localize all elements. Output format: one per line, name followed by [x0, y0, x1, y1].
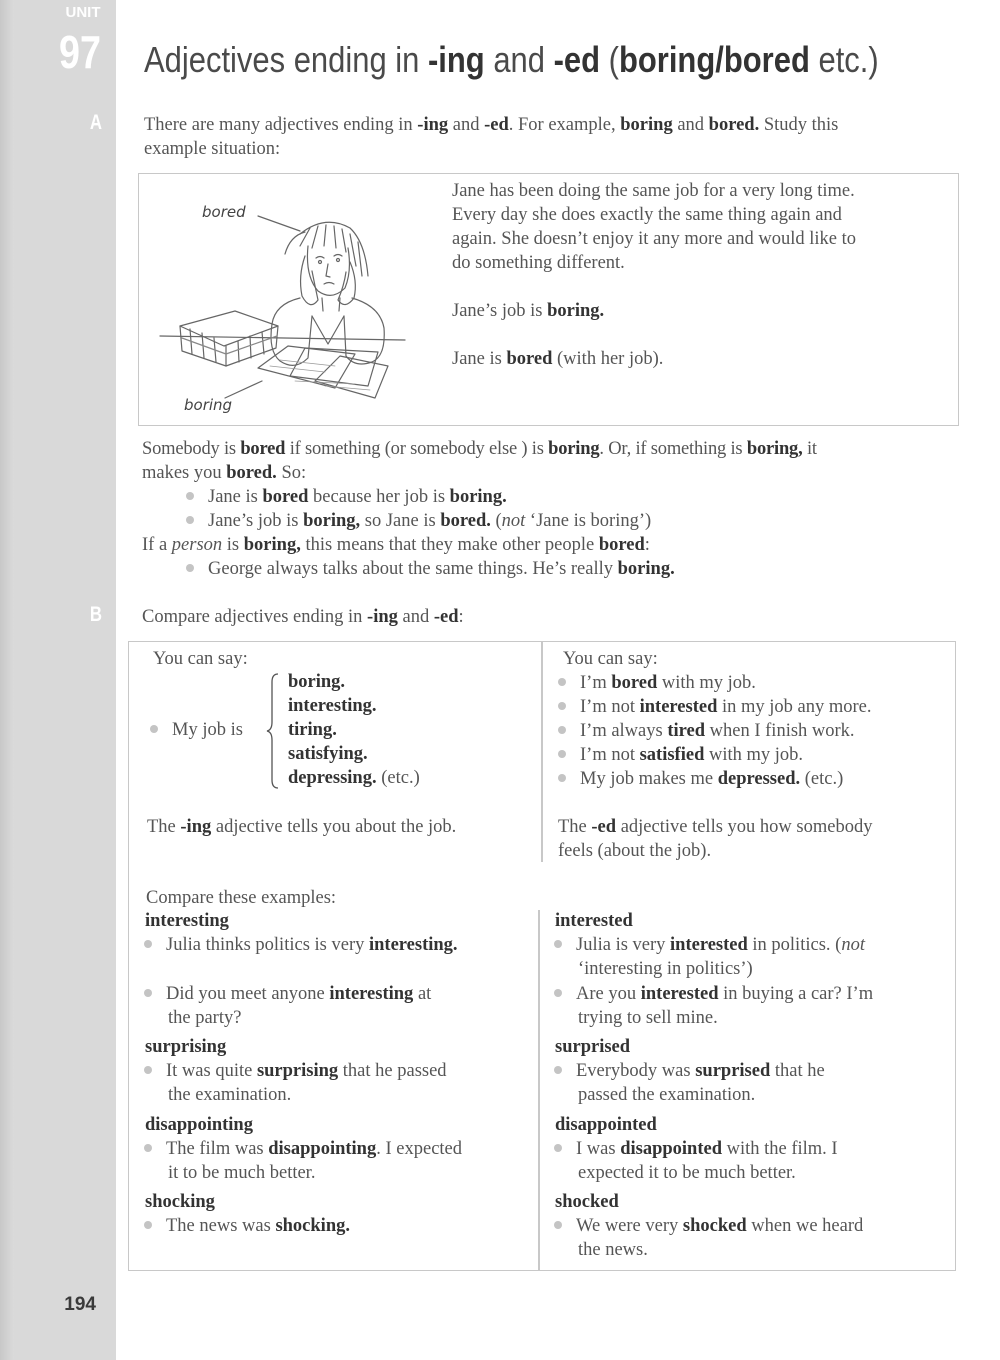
1-t1-text: I’m not — [580, 697, 640, 717]
example-surprising-cont: the examination. — [168, 1085, 292, 1105]
left-brace-icon — [266, 672, 280, 790]
note-b1-text: -ing — [180, 817, 212, 837]
title-ing: -ing — [427, 39, 485, 80]
line1-t1-text: It was quite — [166, 1061, 257, 1081]
note-t1-text: The — [147, 817, 181, 837]
jane-bored-t2-text: (with her job). — [552, 349, 664, 369]
line1-b1-text: surprising — [256, 1061, 339, 1081]
unit-number: 97 — [59, 26, 101, 78]
adjective-satisfying: satisfying. — [288, 744, 368, 764]
story-line-3: again. She doesn’t enjoy it any more and would like to — [452, 229, 857, 249]
bullet1-b2-text: boring. — [449, 487, 507, 507]
bored-pointer-line — [258, 216, 300, 231]
right-you-can-say: You can say: — [563, 649, 658, 669]
bullet-icon — [144, 1066, 152, 1074]
bullet-icon — [554, 989, 562, 997]
3-t1-text: I’m not — [580, 745, 640, 765]
heading-shocking: shocking — [145, 1192, 215, 1212]
line1-t2-text: when we heard — [746, 1216, 864, 1236]
bullet1-t2-text: because her job is — [308, 487, 450, 507]
bullet2-t3-text: ( — [490, 511, 502, 531]
ex1-line1-t1-text: Julia is very — [576, 935, 671, 955]
4-b1-text: depressed. — [717, 769, 801, 789]
bullet-icon — [186, 516, 194, 524]
example-interesting-2 — [144, 982, 431, 1006]
ex2-line1-b1-text: interesting — [329, 984, 414, 1004]
line1-b1-text: disappointing — [268, 1139, 377, 1159]
explain-line1-b2-text: boring — [548, 439, 600, 459]
bored-woman-illustration — [140, 176, 440, 421]
ed-adjective-note-line2: feels (about the job). — [558, 841, 712, 861]
intro-line1-t5-text: Study this — [759, 115, 839, 135]
ex1-line1-b1-text: interested — [670, 935, 748, 955]
bullet2-i1-text: not — [501, 511, 526, 531]
explain-line1-t3-text: . Or, if something is — [599, 439, 747, 459]
intro-line1-b1-text: -ing — [417, 115, 449, 135]
section-b-intro — [142, 605, 464, 629]
heading-interested: interested — [555, 911, 633, 931]
ex1-b1-text: interesting. — [368, 935, 458, 955]
bullet1-t1-text: Jane is — [208, 487, 263, 507]
intro-line1-t4-text: and — [672, 115, 709, 135]
line1-t2-text: that he passed — [338, 1061, 447, 1081]
explain-line2-t1-text: makes you — [142, 463, 227, 483]
example-interested-1-cont: ‘interesting in politics’) — [578, 959, 753, 979]
sidebar-edge — [0, 0, 14, 1360]
intro-line1-b2-text: -ed — [484, 115, 509, 135]
person-line-i1-text: person — [171, 535, 223, 555]
job-is-boring — [452, 299, 604, 323]
bullet-item-1 — [186, 485, 507, 509]
ex1-line1-t2-text: in politics. ( — [747, 935, 842, 955]
job-boring-t-text: Jane’s job is — [452, 301, 548, 321]
ex1-line1-i1-text: not — [841, 935, 865, 955]
bullet2-b2-text: bored. — [440, 511, 491, 531]
left-my-job-is-text: My job is — [172, 720, 243, 740]
column-divider-top — [541, 642, 543, 862]
ed-example-4 — [558, 743, 803, 767]
ex2-line1-t1-text: Are you — [576, 984, 641, 1004]
person-line-t2-text: is — [222, 535, 244, 555]
person-line-t4-text: : — [644, 535, 650, 555]
bullet-icon — [144, 1221, 152, 1229]
title-ed: -ed — [553, 39, 601, 80]
jane-bored-t1-text: Jane is — [452, 349, 507, 369]
bullet-icon — [144, 989, 152, 997]
job-boring-b-text: boring. — [547, 301, 605, 321]
2-b1-text: tired — [667, 721, 706, 741]
0-t2-text: with my job. — [657, 673, 756, 693]
4-t1-text: My job makes me — [580, 769, 718, 789]
bullet2-t4-text: ‘Jane is boring’) — [525, 511, 652, 531]
0-b1-text: bored — [611, 673, 658, 693]
bullet1-b1-text: bored — [262, 487, 309, 507]
bullet-icon — [558, 726, 566, 734]
bullet-icon — [558, 750, 566, 758]
example-surprised-cont: passed the examination. — [578, 1085, 756, 1105]
ed-example-2 — [558, 695, 872, 719]
illustration-label-bored: bored — [202, 203, 246, 221]
line1-t1-text: Everybody was — [576, 1061, 696, 1081]
heading-interesting: interesting — [145, 911, 229, 931]
3-b1-text: satisfied — [639, 745, 705, 765]
example-interesting-2-cont: the party? — [168, 1008, 242, 1028]
intro-b1-text: -ing — [367, 607, 398, 627]
bullet-icon — [186, 492, 194, 500]
explain-line1-t2-text: if something (or somebody else ) is — [285, 439, 549, 459]
intro-t2-text: and — [397, 607, 434, 627]
compare-heading: Compare these examples: — [146, 888, 337, 908]
explain-line-2 — [142, 461, 306, 485]
column-divider-bottom — [538, 910, 540, 1270]
example-shocked — [554, 1214, 863, 1238]
example-disappointing-cont: it to be much better. — [168, 1163, 316, 1183]
adjectives-4-text: depressing. — [288, 768, 377, 788]
adjective-boring: boring. — [288, 672, 346, 692]
intro-line1-t2-text: and — [448, 115, 485, 135]
ex1-t1-text: Julia thinks politics is very — [166, 935, 369, 955]
explain-line1-t1-text: Somebody is — [142, 439, 241, 459]
ex2-line1-t1-text: Did you meet anyone — [166, 984, 330, 1004]
explain-line-1 — [142, 437, 817, 461]
jane-bored-b-text: bored — [506, 349, 553, 369]
note-line1-t2-text: adjective tells you how somebody — [616, 817, 873, 837]
line1-b1-text: disappointed — [620, 1139, 722, 1159]
example-disappointed-cont: expected it to be much better. — [578, 1163, 796, 1183]
person-line-t1-text: If a — [142, 535, 172, 555]
example-disappointed — [554, 1137, 838, 1161]
title-boring-bored: boring/bored — [618, 39, 810, 80]
ex2-line1-b1-text: interested — [640, 984, 719, 1004]
person-line-t3-text: this means that they make other people — [300, 535, 599, 555]
ed-example-5 — [558, 767, 843, 791]
bullet2-t1-text: Jane’s job is — [208, 511, 304, 531]
title-text: Adjectives ending in — [144, 39, 428, 80]
heading-surprising: surprising — [145, 1037, 227, 1057]
0-t1-text: I’m — [580, 673, 612, 693]
story-line-4: do something different. — [452, 253, 625, 273]
title-and: and — [484, 39, 554, 80]
bullet-icon — [150, 725, 158, 733]
example-interested-1 — [554, 933, 865, 957]
person-line-b2-text: bored — [598, 535, 645, 555]
ed-adjective-note-line1 — [558, 815, 872, 839]
heading-disappointed: disappointed — [555, 1115, 657, 1135]
line1-t2-text: that he — [770, 1061, 825, 1081]
etc-text: (etc.) — [376, 768, 420, 788]
note-line1-b1-text: -ed — [591, 817, 617, 837]
intro-t1-text: Compare adjectives ending in — [142, 607, 368, 627]
bullet-icon — [554, 1221, 562, 1229]
bullet3-t1-text: George always talks about the same things. He’s really — [208, 559, 618, 579]
example-surprising — [144, 1059, 447, 1083]
explain-line2-b1-text: bored. — [226, 463, 277, 483]
line1-b1-text: shocked — [682, 1216, 747, 1236]
section-a-intro-line1 — [144, 113, 838, 137]
1-t2-text: in my job any more. — [717, 697, 872, 717]
illustration-label-boring: boring — [184, 396, 233, 414]
bullet-item-2 — [186, 509, 651, 533]
bullet2-b1-text: boring, — [303, 511, 361, 531]
bullet-icon — [144, 940, 152, 948]
line1-b1-text: surprised — [695, 1061, 771, 1081]
my-job-is — [150, 718, 243, 742]
intro-line1-t3-text: . For example, — [508, 115, 621, 135]
line1-t2-text: . I expected — [376, 1139, 463, 1159]
ed-example-3 — [558, 719, 855, 743]
intro-line1-b4-text: bored. — [708, 115, 760, 135]
story-line-1: Jane has been doing the same job for a very long time. — [452, 181, 855, 201]
ed-example-1 — [558, 671, 756, 695]
page-number: 194 — [64, 1294, 96, 1315]
page-title — [144, 36, 879, 84]
explain-line1-b1-text: bored — [240, 439, 286, 459]
explain-line1-b3-text: boring, — [746, 439, 803, 459]
adjective-interesting: interesting. — [288, 696, 377, 716]
bullet-icon — [558, 702, 566, 710]
intro-b2-text: -ed — [433, 607, 459, 627]
heading-disappointing: disappointing — [145, 1115, 253, 1135]
example-shocking — [144, 1214, 350, 1238]
title-etc: etc.) — [809, 39, 879, 80]
bullet3-b1-text: boring. — [617, 559, 675, 579]
section-letter-a: A — [89, 111, 103, 134]
ex2-line1-t2-text: in buying a car? I’m — [718, 984, 874, 1004]
bullet-icon — [144, 1144, 152, 1152]
adjective-depressing — [288, 766, 420, 790]
bullet-icon — [558, 678, 566, 686]
person-line — [142, 533, 650, 557]
bullet-icon — [558, 774, 566, 782]
bullet2-t2-text: so Jane is — [360, 511, 441, 531]
example-interesting-1 — [144, 933, 458, 957]
note-line1-t1-text: The — [558, 817, 592, 837]
unit-label: UNIT — [65, 4, 101, 21]
title-paren: ( — [600, 39, 619, 80]
line1-t2-text: with the film. I — [721, 1139, 838, 1159]
example-surprised — [554, 1059, 825, 1083]
example-shocked-cont: the news. — [578, 1240, 648, 1260]
example-interested-2 — [554, 982, 873, 1006]
unit-sidebar — [0, 0, 116, 1360]
bullet-icon — [186, 564, 194, 572]
adjective-tiring: tiring. — [288, 720, 337, 740]
section-letter-b: B — [89, 603, 103, 626]
example-interested-2-cont: trying to sell mine. — [578, 1008, 718, 1028]
1-b1-text: interested — [639, 697, 718, 717]
ex2-line1-t2-text: at — [413, 984, 432, 1004]
explain-line1-t4-text: it — [802, 439, 817, 459]
line1-t1-text: The film was — [166, 1139, 269, 1159]
line1-b1-text: shocking. — [275, 1216, 350, 1236]
2-t2-text: when I finish work. — [705, 721, 855, 741]
line1-t1-text: I was — [576, 1139, 621, 1159]
ing-adjective-note — [147, 815, 456, 839]
person-line-b1-text: boring, — [243, 535, 301, 555]
adjective-list — [288, 670, 420, 790]
bullet-icon — [554, 1066, 562, 1074]
left-you-can-say: You can say: — [153, 649, 248, 669]
bullet-icon — [554, 1144, 562, 1152]
intro-t3-text: : — [458, 607, 464, 627]
bullet-icon — [554, 940, 562, 948]
explain-line2-t2-text: So: — [276, 463, 307, 483]
section-a-intro-line2: example situation: — [144, 139, 281, 159]
line1-t1-text: We were very — [576, 1216, 683, 1236]
line1-t1-text: The news was — [166, 1216, 276, 1236]
2-t1-text: I’m always — [580, 721, 668, 741]
heading-surprised: surprised — [555, 1037, 631, 1057]
4-t2-text: (etc.) — [800, 769, 844, 789]
intro-line1-b3-text: boring — [620, 115, 673, 135]
story-line-2: Every day she does exactly the same thing again and — [452, 205, 842, 225]
intro-line1-t1-text: There are many adjectives ending in — [144, 115, 418, 135]
3-t2-text: with my job. — [704, 745, 804, 765]
note-t2-text: adjective tells you about the job. — [211, 817, 457, 837]
jane-is-bored — [452, 347, 663, 371]
heading-shocked: shocked — [555, 1192, 619, 1212]
example-disappointing — [144, 1137, 462, 1161]
bullet-item-3 — [186, 557, 675, 581]
